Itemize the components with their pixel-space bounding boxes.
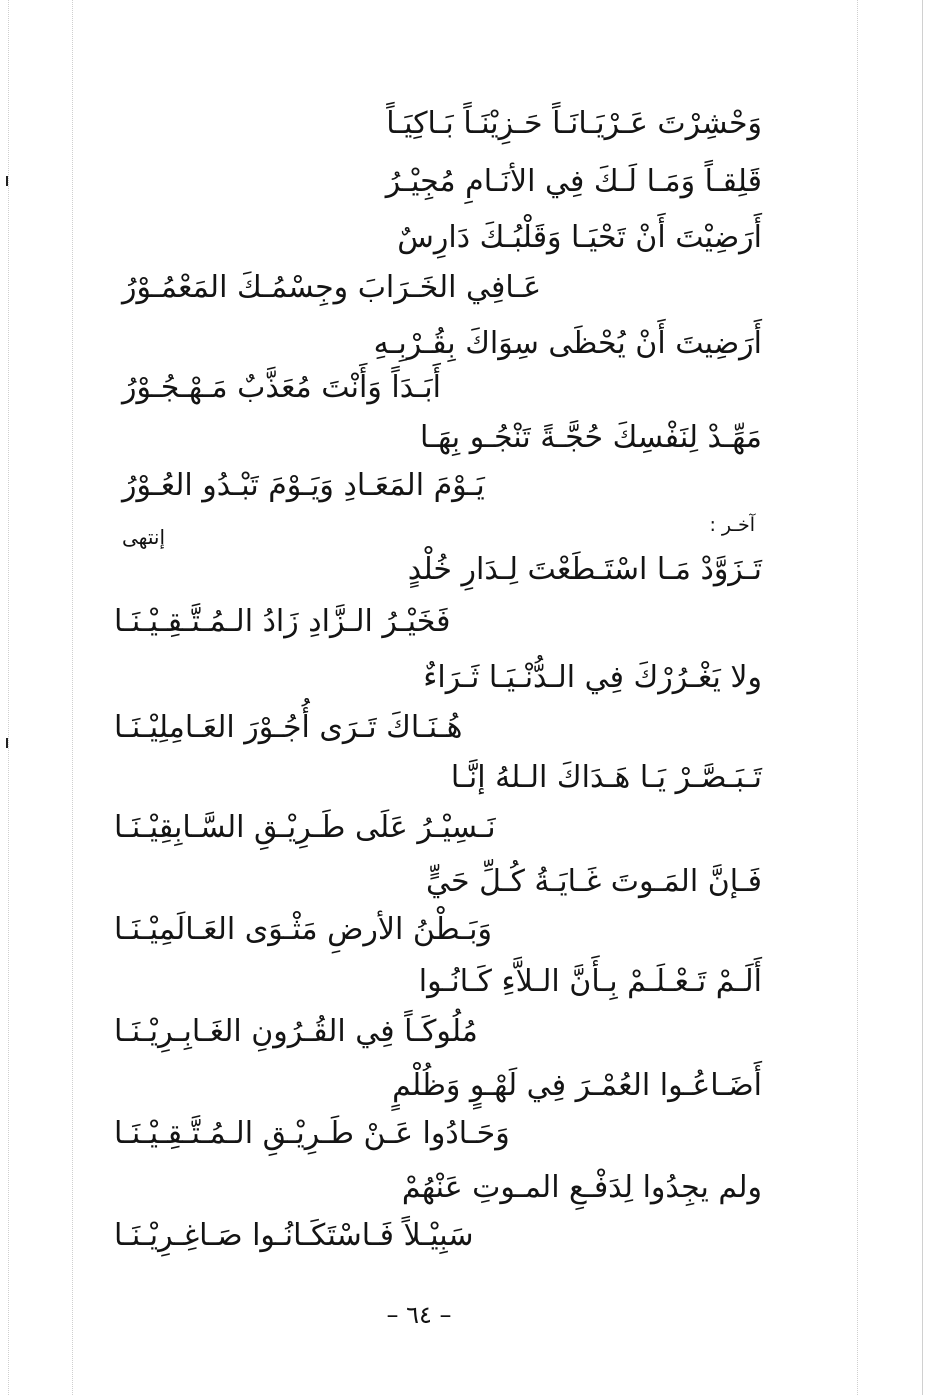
end-label: إنتهى	[122, 525, 166, 549]
page-number: – ٦٤ –	[386, 1301, 452, 1329]
scan-edge-line	[8, 0, 9, 1395]
poem2-line-7: فَـإنَّ المَـوتَ غَـايَـةُ كُـلِّ حَيٍّ	[426, 864, 762, 899]
poem1-line-5: أَرَضِيتَ أَنْ يُحْظَى سِوَاكَ بِقُـرْبِـهِ	[373, 326, 762, 361]
poem2-line-12: وَحَـادُوا عَـنْ طَـرِيْـقِ الـمُـتَّـقِـيْـنَـا	[114, 1116, 510, 1151]
section-label: آخـر :	[709, 514, 755, 536]
scan-margin-line	[857, 0, 858, 1395]
poem2-line-1: تَـزَوَّدْ مَـا اسْتَـطَعْتَ لِـدَارِ خُلْدٍ	[407, 552, 762, 587]
scan-mark	[6, 738, 8, 748]
poem1-line-6: أَبَـدَاً وَأَنْتَ مُعَذَّبٌ مَـهْـجُـوْرُ	[122, 370, 441, 405]
poem1-line-8: يَـوْمَ المَعَـادِ وَيَـوْمَ تَبْـدُو العُـوْرُ	[122, 468, 485, 503]
poem2-line-4: هُـنَـاكَ تَـرَى أُجُـوْرَ العَـامِلِيْـنَـا	[114, 710, 463, 745]
poem2-line-8: وَبَـطْنُ الأرضِ مَثْـوَى العَـالَمِيْـنَـا	[114, 912, 492, 947]
poem1-line-2: قَلِقـاً وَمَـا لَـكَ فِي الأنَـامِ مُجِيْـرُ	[385, 164, 762, 199]
poem2-line-3: ولا يَغْـرُرْكَ فِي الـدُّنْـيَـا ثَـرَاءٌ	[423, 660, 762, 695]
poem2-line-6: نَـسِيْـرُ عَلَى طَـرِيْـقِ السَّـابِقِيْـنَـا	[114, 810, 496, 845]
scan-margin-line	[72, 0, 73, 1395]
poem2-line-5: تَـبَـصَّـرْ يَـا هَـدَاكَ الـلهُ إنَّـا	[450, 760, 762, 795]
poem2-line-9: أَلَـمْ تَـعْـلَـمْ بِـأَنَّ الـلاَّءِ كَـانُـوا	[418, 964, 762, 999]
poem1-line-1: وَحْشِرْتَ عَـرْيَـانَـاً حَـزِيْنَـاً بَـاكِيَـاً	[386, 106, 762, 141]
poem1-line-7: مَهِّـدْ لِنَفْسِكَ حُجَّـةً تَنْجُـو بِهَـا	[420, 420, 762, 455]
poem2-line-11: أَضَـاعُـوا العُمْـرَ فِي لَهْـوٍ وَظُلْمٍ	[392, 1068, 762, 1103]
poem2-line-2: فَخَيْـرُ الـزَّادِ زَادُ الـمُـتَّـقِـيْـنَـا	[114, 604, 451, 639]
poem1-line-3: أَرَضِيْتَ أَنْ تَحْيَـا وَقَلْبُـكَ دَارِسٌ	[397, 220, 762, 255]
poem2-line-10: مُلُوكَـاً فِي القُـرُونِ الغَـابِـرِيْـنَـا	[114, 1014, 478, 1049]
scan-edge-line	[922, 0, 923, 1395]
poem1-line-4: عَـافِي الخَـرَابَ وجِسْمُـكَ المَعْمُـوْرُ	[122, 270, 542, 305]
poem2-line-13: ولم يجِدُوا لِدَفْـعِ المـوتِ عَنْهُمْ	[401, 1170, 762, 1205]
poem2-line-14: سَبِيْـلاً فَـاسْتَكَـانُـوا صَـاغِـرِيْـنَـا	[114, 1218, 474, 1253]
scan-mark	[6, 176, 8, 186]
